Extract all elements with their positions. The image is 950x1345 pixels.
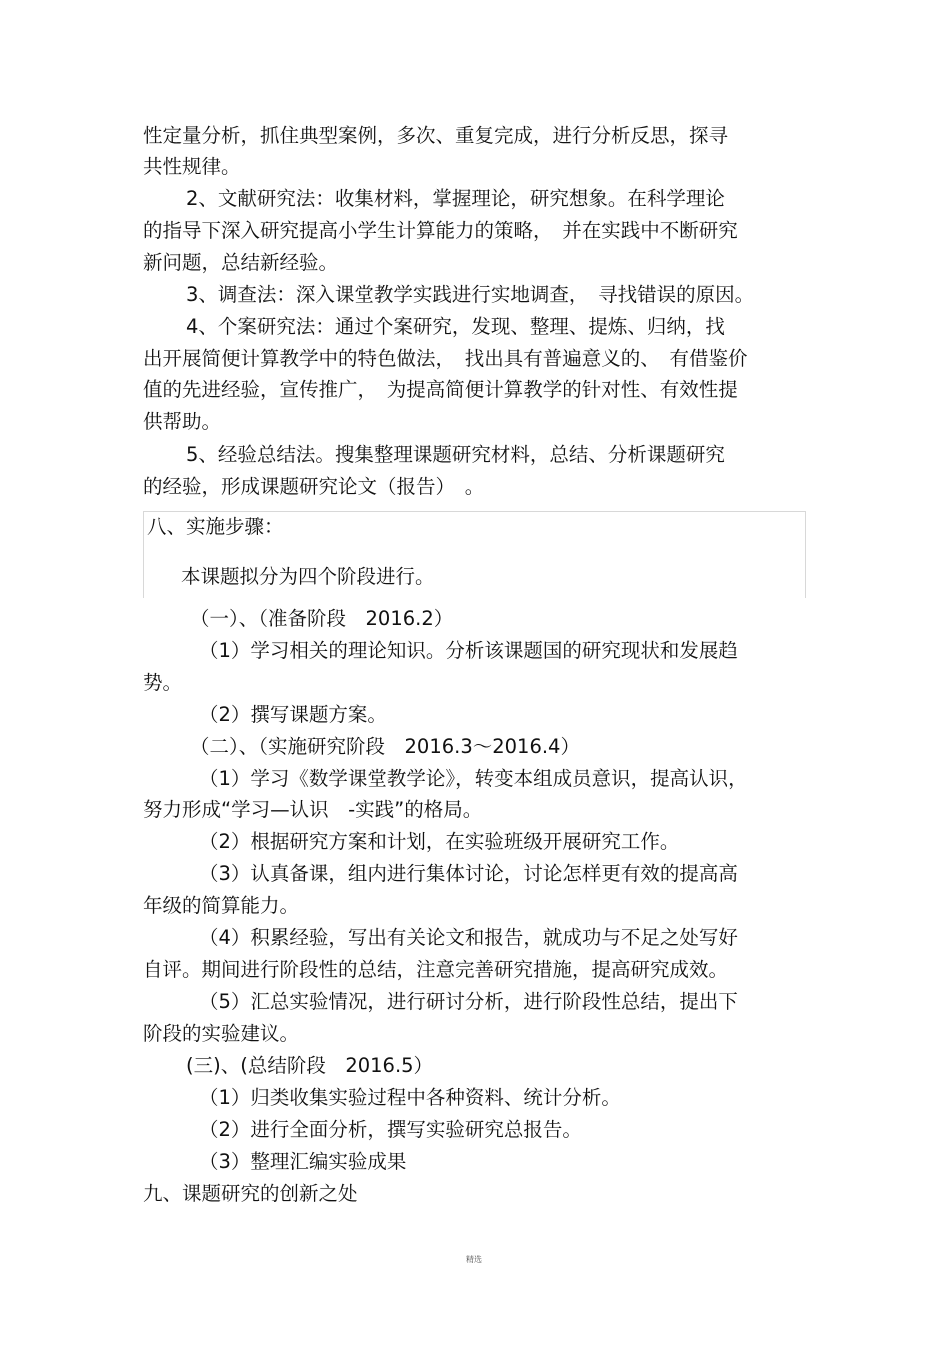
text-line: 年级的简算能力。 (143, 894, 300, 917)
text-line: （1）学习《数学课堂教学论》，转变本组成员意识，提高认识， (199, 767, 748, 790)
text-line: 势。 (143, 671, 183, 694)
text-line: 性定量分析，抓住典型案例，多次、重复完成，进行分析反思，探寻 (143, 124, 729, 147)
text-line: 的经验，形成课题研究论文（报告） 。 (143, 475, 485, 498)
text-line: 出开展简便计算教学中的特色做法， 找出具有普遍意义的、 有借鉴价 (143, 347, 748, 370)
text-line: 4、个案研究法：通过个案研究，发现、整理、提炼、归纳，找 (186, 315, 725, 338)
text-line: （3）认真备课，组内进行集体讨论，讨论怎样更有效的提高高 (199, 862, 738, 885)
section-heading: 八、实施步骤： (147, 515, 284, 538)
page-footer: 精选 (466, 1255, 482, 1264)
text-line: 3、调查法：深入课堂教学实践进行实地调查， 寻找错误的原因。 (186, 283, 755, 306)
stage-heading: (三)、(总结阶段 2016.5） (186, 1054, 434, 1077)
section-heading: 九、课题研究的创新之处 (143, 1182, 358, 1205)
text-line: 共性规律。 (143, 155, 241, 178)
text-line: 供帮助。 (143, 410, 222, 433)
text-line: （5）汇总实验情况，进行研讨分析，进行阶段性总结，提出下 (199, 990, 738, 1013)
stage-heading: （二）、（实施研究阶段 2016.3～2016.4） (190, 735, 580, 758)
text-line: 值的先进经验，宣传推广， 为提高简便计算教学的针对性、有效性提 (143, 378, 738, 401)
stage-heading: （一）、（准备阶段 2016.2） (190, 607, 454, 630)
text-line: 2、文献研究法：收集材料，掌握理论，研究想象。在科学理论 (186, 187, 725, 210)
text-line: 本课题拟分为四个阶段进行。 (181, 565, 435, 588)
text-line: （2）根据研究方案和计划，在实验班级开展研究工作。 (199, 830, 680, 853)
text-line: （1）学习相关的理论知识。分析该课题国的研究现状和发展趋 (199, 639, 738, 662)
text-line: （3）整理汇编实验成果 (199, 1150, 407, 1173)
text-line: 新问题，总结新经验。 (143, 251, 339, 274)
text-line: （2）撰写课题方案。 (199, 703, 387, 726)
text-line: 5、经验总结法。搜集整理课题研究材料，总结、分析课题研究 (186, 443, 725, 466)
text-line: （1）归类收集实验过程中各种资料、统计分析。 (199, 1086, 621, 1109)
text-line: （2）进行全面分析，撰写实验研究总报告。 (199, 1118, 582, 1141)
text-line: 自评。期间进行阶段性的总结，注意完善研究措施，提高研究成效。 (143, 958, 729, 981)
text-line: 的指导下深入研究提高小学生计算能力的策略， 并在实践中不断研究 (143, 219, 738, 242)
text-line: 努力形成“学习—认识 -实践”的格局。 (143, 798, 483, 821)
text-line: （4）积累经验，写出有关论文和报告，就成功与不足之处写好 (199, 926, 738, 949)
text-line: 阶段的实验建议。 (143, 1022, 300, 1045)
